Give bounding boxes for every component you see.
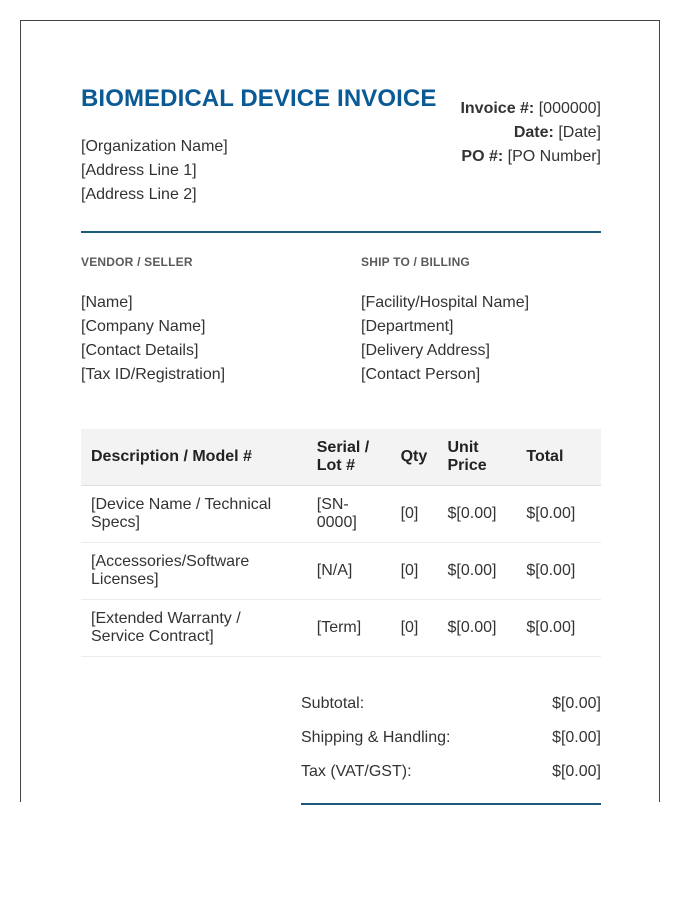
organization-block xyxy=(81,135,228,207)
vendor-heading: VENDOR / SELLER xyxy=(81,255,193,269)
subtotal-value: $[0.00] xyxy=(552,695,601,712)
invoice-number-label: Invoice #: xyxy=(460,100,535,117)
cell-description: [Device Name / Technical Specs] xyxy=(81,486,307,543)
tax-label: Tax (VAT/GST): xyxy=(301,763,412,780)
subtotal-label: Subtotal: xyxy=(301,695,365,712)
table-row xyxy=(81,600,601,657)
invoice-date-value: [Date] xyxy=(558,124,601,141)
tax-value: $[0.00] xyxy=(552,763,601,780)
cell-unit-price: $[0.00] xyxy=(438,543,517,600)
header-serial: Serial / Lot # xyxy=(307,429,391,486)
cell-qty: [0] xyxy=(391,543,438,600)
parties-section xyxy=(81,233,601,429)
organization-name: [Organization Name] xyxy=(81,138,228,155)
ship-to-department: [Department] xyxy=(361,318,454,335)
shipping-label: Shipping & Handling: xyxy=(301,729,451,746)
vendor-company: [Company Name] xyxy=(81,318,206,335)
invoice-date xyxy=(460,121,601,145)
po-number-label: PO #: xyxy=(461,148,504,165)
cell-serial: [Term] xyxy=(307,600,391,657)
cell-description: [Extended Warranty / Service Contract] xyxy=(81,600,307,657)
organization-address-line-1: [Address Line 1] xyxy=(81,162,197,179)
invoice-meta xyxy=(460,97,601,169)
ship-to-lines xyxy=(361,291,529,387)
header-unit-price: Unit Price xyxy=(438,429,517,486)
header-total: Total xyxy=(516,429,601,486)
cell-total: $[0.00] xyxy=(516,486,601,543)
invoice-number xyxy=(460,97,601,121)
vendor-block xyxy=(81,255,225,387)
items-table xyxy=(81,429,601,657)
table-row xyxy=(81,543,601,600)
table-header-row xyxy=(81,429,601,486)
subtotal-row xyxy=(301,687,601,721)
ship-to-heading: SHIP TO / BILLING xyxy=(361,255,470,269)
organization-address-line-2: [Address Line 2] xyxy=(81,186,197,203)
cell-unit-price: $[0.00] xyxy=(438,600,517,657)
invoice-number-value: [000000] xyxy=(538,100,601,117)
invoice-sheet xyxy=(20,20,660,802)
vendor-lines xyxy=(81,291,225,387)
vendor-name: [Name] xyxy=(81,294,133,311)
header-description: Description / Model # xyxy=(81,429,307,486)
cell-qty: [0] xyxy=(391,600,438,657)
cell-serial: [SN-0000] xyxy=(307,486,391,543)
header-qty: Qty xyxy=(391,429,438,486)
shipping-row xyxy=(301,721,601,755)
ship-to-contact: [Contact Person] xyxy=(361,366,481,383)
cell-unit-price: $[0.00] xyxy=(438,486,517,543)
shipping-value: $[0.00] xyxy=(552,729,601,746)
cell-total: $[0.00] xyxy=(516,600,601,657)
invoice-content xyxy=(81,85,601,805)
vendor-contact: [Contact Details] xyxy=(81,342,199,359)
cell-total: $[0.00] xyxy=(516,543,601,600)
invoice-header xyxy=(81,85,601,233)
vendor-tax-id: [Tax ID/Registration] xyxy=(81,366,226,383)
invoice-title: BIOMEDICAL DEVICE INVOICE xyxy=(81,85,437,112)
ship-to-block xyxy=(361,255,529,387)
ship-to-address: [Delivery Address] xyxy=(361,342,490,359)
cell-serial: [N/A] xyxy=(307,543,391,600)
ship-to-facility: [Facility/Hospital Name] xyxy=(361,294,530,311)
cell-qty: [0] xyxy=(391,486,438,543)
totals-block xyxy=(301,687,601,805)
tax-row xyxy=(301,755,601,789)
cell-description: [Accessories/Software Licenses] xyxy=(81,543,307,600)
po-number xyxy=(460,145,601,169)
invoice-date-label: Date: xyxy=(513,124,554,141)
po-number-value: [PO Number] xyxy=(507,148,601,165)
table-row xyxy=(81,486,601,543)
